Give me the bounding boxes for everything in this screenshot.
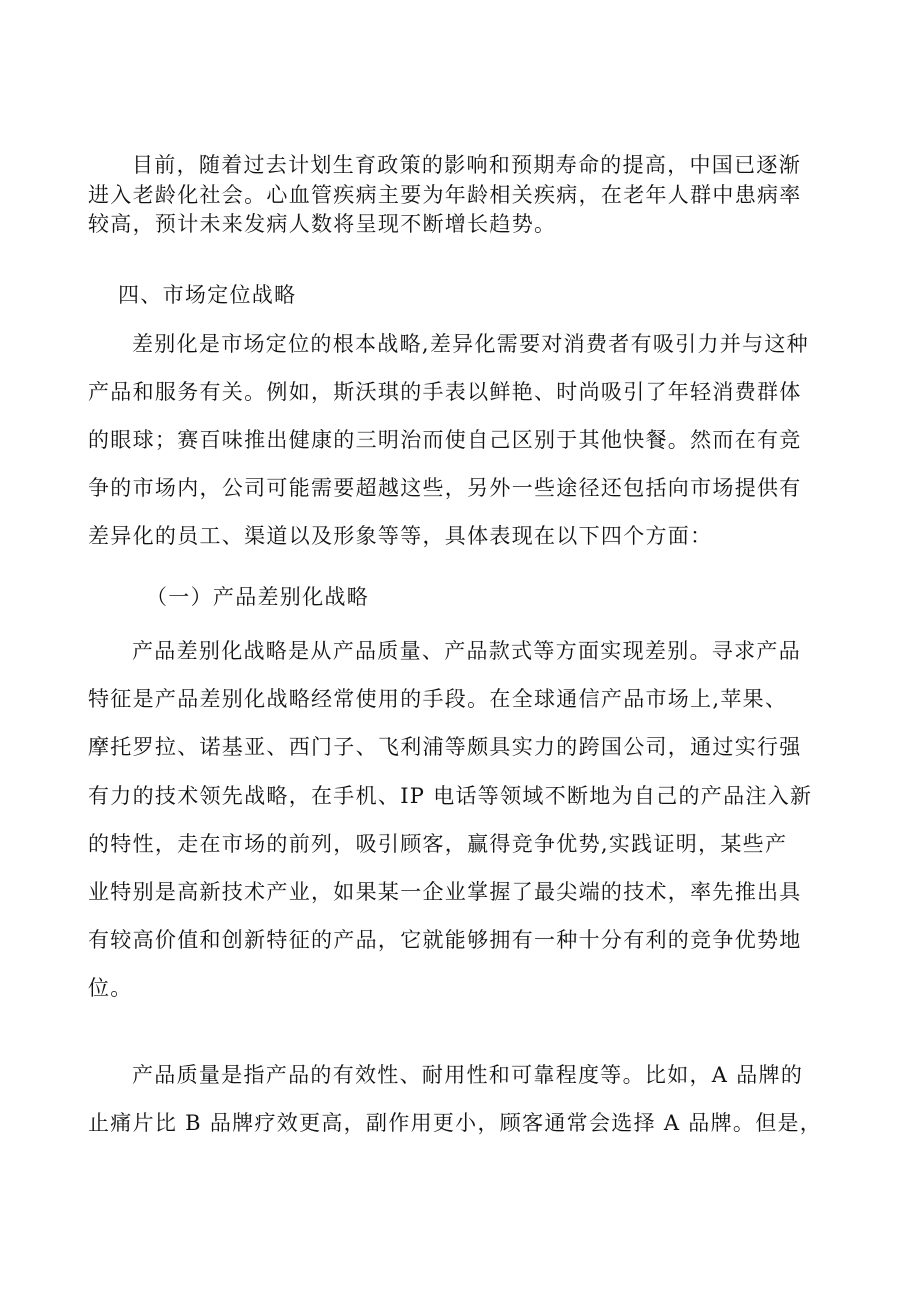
paragraph-line: 止痛片比 B 品牌疗效更高，副作用更小，顾客通常会选择 A 品牌。但是，	[88, 1111, 823, 1135]
paragraph-line: 业特别是高新技术产业，如果某一企业掌握了最尖端的技术，率先推出具	[88, 880, 802, 905]
paragraph-line: 进入老龄化社会。心血管疾病主要为年龄相关疾病，在老年人群中患病率	[88, 182, 802, 207]
paragraph-line: 有较高价值和创新特征的产品，它就能够拥有一种十分有利的竞争优势地	[88, 928, 802, 953]
product-paragraph	[88, 627, 838, 1013]
paragraph-line: 特征是产品差别化战略经常使用的手段。在全球通信产品市场上,苹果、	[88, 687, 788, 712]
paragraph-line: 有力的技术领先战略，在手机、IP 电话等领域不断地为自己的产品注入新	[88, 783, 813, 808]
paragraph-line: 产品差别化战略是从产品质量、产品款式等方面实现差别。寻求产品	[132, 639, 801, 663]
subsection-heading: （一）产品差别化战略	[146, 585, 369, 609]
paragraph-line: 摩托罗拉、诺基亚、西门子、飞利浦等颇具实力的跨国公司，通过实行强	[88, 735, 802, 760]
quality-paragraph	[88, 1051, 838, 1147]
paragraph-line: 较高，预计未来发病人数将呈现不断增长趋势。	[88, 212, 557, 236]
paragraph-line: 目前，随着过去计划生育政策的影响和预期寿命的提高，中国已逐渐	[132, 153, 801, 177]
paragraph-line: 的眼球；赛百味推出健康的三明治而使自己区别于其他快餐。然而在有竞	[88, 428, 802, 452]
intro-paragraph	[88, 151, 838, 240]
paragraph-line: 产品和服务有关。例如，斯沃琪的手表以鲜艳、时尚吸引了年轻消费群体	[88, 380, 802, 404]
section-heading: 四、市场定位战略	[118, 283, 297, 307]
differentiation-paragraph	[88, 320, 838, 560]
paragraph-line: 差别化是市场定位的根本战略,差异化需要对消费者有吸引力并与这种	[132, 332, 809, 356]
paragraph-line: 位。	[88, 976, 133, 1001]
paragraph-line: 产品质量是指产品的有效性、耐用性和可靠程度等。比如，A 品牌的	[132, 1063, 804, 1087]
paragraph-line: 差异化的员工、渠道以及形象等等，具体表现在以下四个方面：	[88, 524, 713, 548]
paragraph-line: 争的市场内，公司可能需要超越这些，另外一些途径还包括向市场提供有	[88, 476, 802, 500]
paragraph-line: 的特性，走在市场的前列，吸引顾客，赢得竞争优势,实践证明，某些产	[88, 831, 788, 856]
